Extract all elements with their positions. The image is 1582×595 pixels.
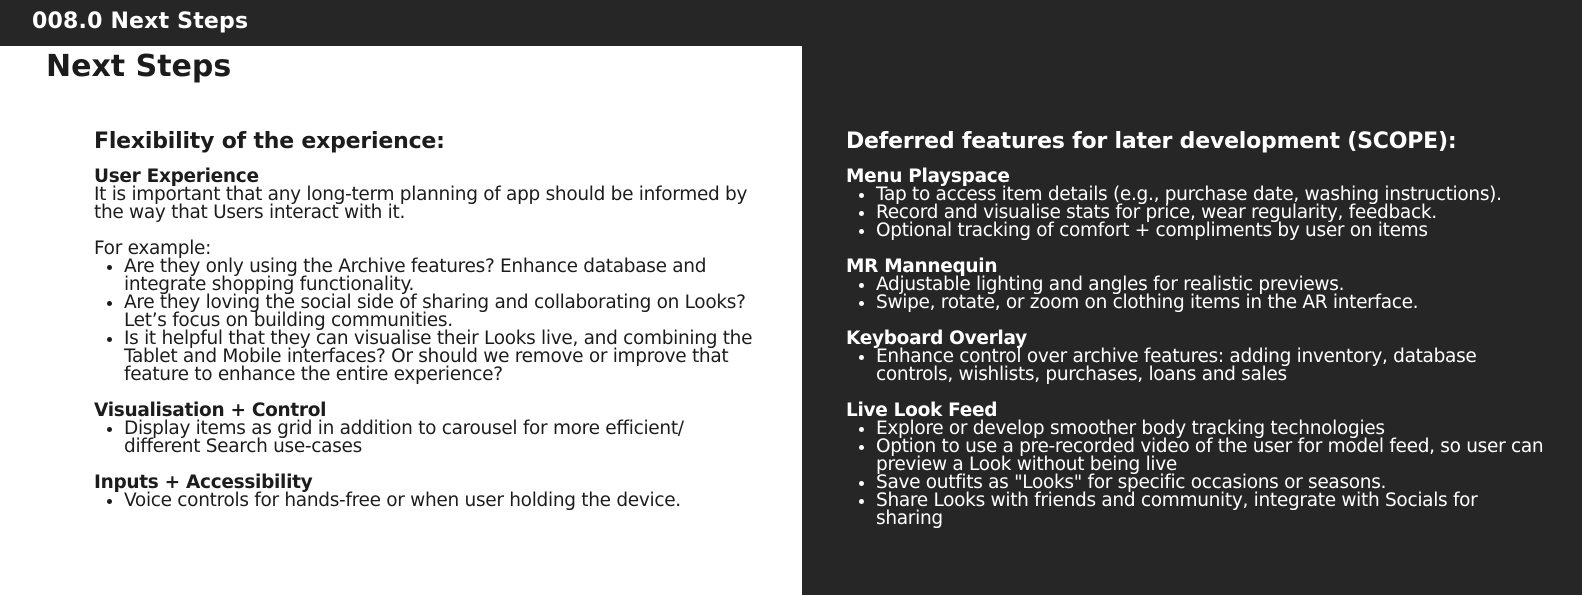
list-item: • Are they loving the social side of sharing and collaborating on Looks? Let’s focus on building communities. — [124, 294, 764, 330]
page-title: Next Steps — [46, 49, 232, 84]
example-label: For example: — [94, 238, 212, 259]
live-look-feed-list — [846, 420, 1546, 528]
mr-mannequin-list — [846, 276, 1546, 312]
list-item: • Share Looks with friends and community, integrate with Socials for sharing — [876, 492, 1546, 528]
user-experience-list — [94, 258, 764, 384]
list-item: • Adjustable lighting and angles for realistic previews. — [876, 276, 1546, 294]
list-item: • Explore or develop smoother body tracking technologies — [876, 420, 1546, 438]
list-item: • Display items as grid in addition to carousel for more efficient/ different Search use-cases — [124, 420, 764, 456]
inputs-list — [94, 492, 764, 510]
flexibility-heading: Flexibility of the experience: — [94, 129, 445, 154]
list-item: • Optional tracking of comfort + compliments by user on items — [876, 222, 1546, 240]
list-item: • Record and visualise stats for price, wear regularity, feedback. — [876, 204, 1546, 222]
menu-playspace-title: Menu Playspace — [846, 166, 1010, 187]
flexibility-column — [94, 128, 764, 510]
deferred-heading: Deferred features for later development (SCOPE): — [846, 129, 1457, 154]
list-item: • Swipe, rotate, or zoom on clothing items in the AR interface. — [876, 294, 1546, 312]
visualisation-title: Visualisation + Control — [94, 400, 327, 421]
list-item: • Option to use a pre-recorded video of the user for model feed, so user can preview a Look without being live — [876, 438, 1546, 474]
deferred-features-column — [846, 128, 1546, 528]
live-look-feed-title: Live Look Feed — [846, 400, 998, 421]
keyboard-overlay-title: Keyboard Overlay — [846, 328, 1027, 349]
section-title: 008.0 Next Steps — [32, 9, 249, 34]
list-item: • Enhance control over archive features: adding inventory, database controls, wishlists, purchases, loans and sales — [876, 348, 1546, 384]
inputs-title: Inputs + Accessibility — [94, 472, 313, 493]
mr-mannequin-title: MR Mannequin — [846, 256, 998, 277]
top-bar — [0, 0, 802, 46]
list-item: • Voice controls for hands-free or when user holding the device. — [124, 492, 764, 510]
menu-playspace-list — [846, 186, 1546, 240]
visualisation-list — [94, 420, 764, 456]
user-experience-title: User Experience — [94, 166, 259, 187]
list-item: • Is it helpful that they can visualise their Looks live, and combining the Tablet and Mobile interfaces? Or should we remove or improve that feature to enhance the entire experience? — [124, 330, 764, 384]
user-experience-text: It is important that any long-term planning of app should be informed by the way that Users interact with it. — [94, 184, 748, 223]
list-item: • Tap to access item details (e.g., purchase date, washing instructions). — [876, 186, 1546, 204]
keyboard-overlay-list — [846, 348, 1546, 384]
list-item: • Save outfits as "Looks" for specific occasions or seasons. — [876, 474, 1546, 492]
list-item: • Are they only using the Archive features? Enhance database and integrate shopping functionality. — [124, 258, 764, 294]
